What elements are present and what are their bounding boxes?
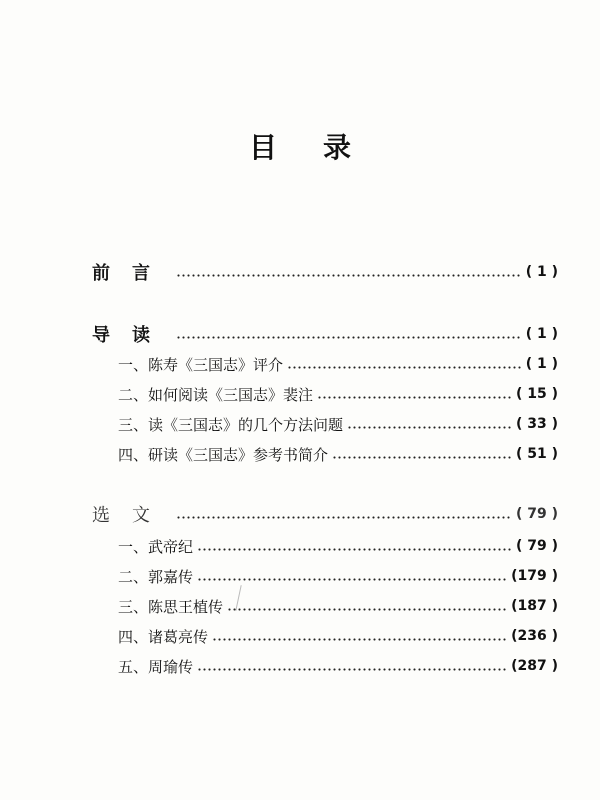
toc-entry-label: 一、陈寿《三国志》评介: [118, 355, 284, 374]
dot-leader: [176, 516, 512, 519]
toc-entry-label: 五、周瑜传: [118, 657, 194, 676]
toc-page-number: ( 51 ): [515, 446, 558, 462]
toc-entry[interactable]: [118, 594, 558, 618]
toc-page-number: ( 1 ): [525, 326, 558, 342]
dot-leader: [197, 668, 507, 671]
toc-page-number: ( 33 ): [515, 416, 558, 432]
toc-section-selected-texts[interactable]: [92, 502, 558, 526]
toc-entry-label: 四、研读《三国志》参考书简介: [118, 445, 329, 464]
dot-leader: [212, 638, 507, 641]
dot-leader: [347, 426, 512, 429]
toc-entry-label: 二、如何阅读《三国志》裴注: [118, 385, 314, 404]
toc-entry-label: 一、武帝纪: [118, 537, 194, 556]
toc-page-number: ( 15 ): [515, 386, 558, 402]
dot-leader: [227, 608, 507, 611]
dot-leader: [197, 578, 507, 581]
toc-entry-label: 四、诸葛亮传: [118, 627, 209, 646]
dot-leader: [332, 456, 512, 459]
toc-page-number: (179 ): [511, 568, 558, 584]
toc-section-label: 选文: [92, 505, 172, 526]
toc-entry[interactable]: [118, 382, 558, 406]
toc-page-number: (287 ): [511, 658, 558, 674]
toc-page-number: ( 79 ): [515, 538, 558, 554]
toc-entry[interactable]: [118, 654, 558, 678]
dot-leader: [197, 548, 512, 551]
toc-section-guide[interactable]: [92, 322, 558, 346]
dot-leader: [176, 336, 522, 339]
toc-entry[interactable]: [118, 412, 558, 436]
dot-leader: [317, 396, 512, 399]
toc-entry-label: 二、郭嘉传: [118, 567, 194, 586]
dot-leader: [176, 274, 522, 277]
toc-entry[interactable]: [118, 534, 558, 558]
toc-section-preface[interactable]: [92, 260, 558, 284]
toc-page-number: (236 ): [511, 628, 558, 644]
toc-page-number: ( 1 ): [525, 356, 558, 372]
toc-entry[interactable]: [118, 564, 558, 588]
toc-entry[interactable]: [118, 352, 558, 376]
toc-entry-label: 三、读《三国志》的几个方法问题: [118, 415, 344, 434]
toc-page-number: ( 79 ): [515, 506, 558, 522]
dot-leader: [287, 366, 522, 369]
toc-page-number: (187 ): [511, 598, 558, 614]
toc-entry[interactable]: [118, 442, 558, 466]
toc-section-label: 前言: [92, 263, 172, 284]
page-title: 目录: [248, 131, 397, 164]
toc-page-number: ( 1 ): [525, 264, 558, 280]
toc-entry[interactable]: [118, 624, 558, 648]
toc-entry-label: 三、陈思王植传: [118, 597, 224, 616]
toc-section-label: 导读: [92, 325, 172, 346]
